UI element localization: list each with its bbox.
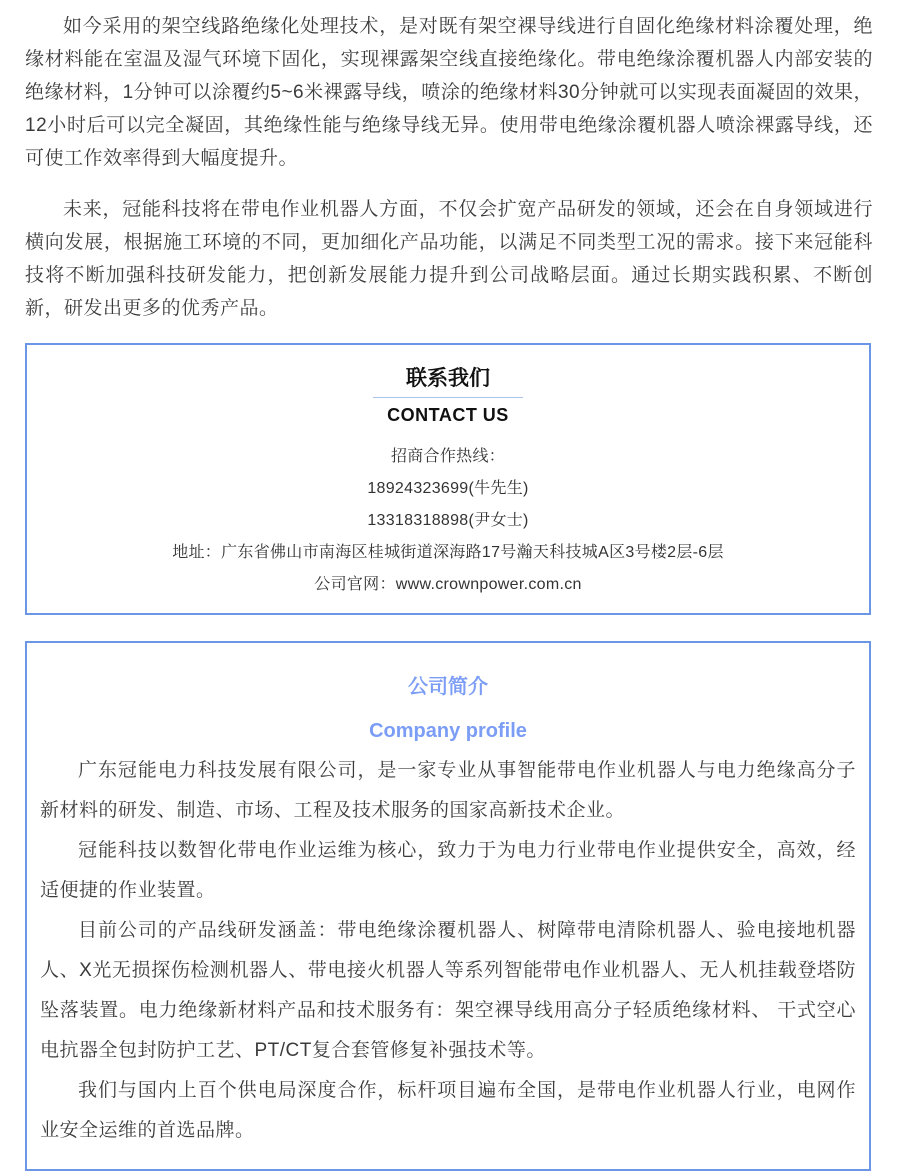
contact-hotline-label: 招商合作热线： [390, 448, 506, 465]
contact-phone-2: 13318318898(尹女士) [367, 512, 529, 529]
profile-paragraph: 冠能科技以数智化带电作业运维为核心，致力于为电力行业带电作业提供安全，高效，经适便捷的作业装置。 [40, 840, 856, 901]
contact-phone-1: 18924323699(牛先生) [367, 480, 529, 497]
company-profile-box [25, 641, 871, 1171]
profile-paragraph: 我们与国内上百个供电局深度合作，标杆项目遍布全国，是带电作业机器人行业，电网作业安全运维的首选品牌。 [40, 1080, 856, 1141]
contact-box [25, 343, 871, 615]
article-paragraph: 如今采用的架空线路绝缘化处理技术，是对既有架空裸导线进行自固化绝缘材料涂覆处理，绝缘材料能在室温及湿气环境下固化，实现裸露架空线直接绝缘化。带电绝缘涂覆机器人内部安装的绝缘材料，1分钟可以涂覆约5~6米裸露导线，喷涂的绝缘材料30分钟就可以实现表面凝固的效果，12小时后可以完全凝固，其绝缘性能与绝缘导线无异。使用带电绝缘涂覆机器人喷涂裸露导线，还可使工作效率得到大幅度提升。 [25, 16, 873, 169]
profile-paragraph: 目前公司的产品线研发涵盖：带电绝缘涂覆机器人、树障带电清除机器人、验电接地机器人、X光无损探伤检测机器人、带电接火机器人等系列智能带电作业机器人、无人机挂载登塔防坠落装置。电力绝缘新材料产品和技术服务有：架空裸导线用高分子轻质绝缘材料、 干式空心电抗器全包封防护工艺、PT/CT复合套管修复补强技术等。 [40, 920, 856, 1061]
article-paragraph: 未来，冠能科技将在带电作业机器人方面，不仅会扩宽产品研发的领域，还会在自身领域进行横向发展，根据施工环境的不同，更加细化产品功能，以满足不同类型工况的需求。接下来冠能科技将不断加强科技研发能力，把创新发展能力提升到公司战略层面。通过长期实践积累、不断创新，研发出更多的优秀产品。 [25, 199, 873, 319]
contact-title-en: CONTACT US [387, 405, 509, 425]
contact-title-divider [373, 397, 523, 398]
article-body [25, 10, 873, 325]
profile-title-cn: 公司简介 [408, 676, 488, 698]
profile-paragraph: 广东冠能电力科技发展有限公司，是一家专业从事智能带电作业机器人与电力绝缘高分子新材料的研发、制造、市场、工程及技术服务的国家高新技术企业。 [40, 760, 856, 821]
contact-address: 地址：广东省佛山市南海区桂城街道深海路17号瀚天科技城A区3号楼2层-6层 [172, 544, 724, 561]
contact-website: 公司官网：www.crownpower.com.cn [314, 576, 582, 593]
profile-title-en: Company profile [369, 720, 527, 742]
contact-title-cn: 联系我们 [406, 367, 490, 390]
